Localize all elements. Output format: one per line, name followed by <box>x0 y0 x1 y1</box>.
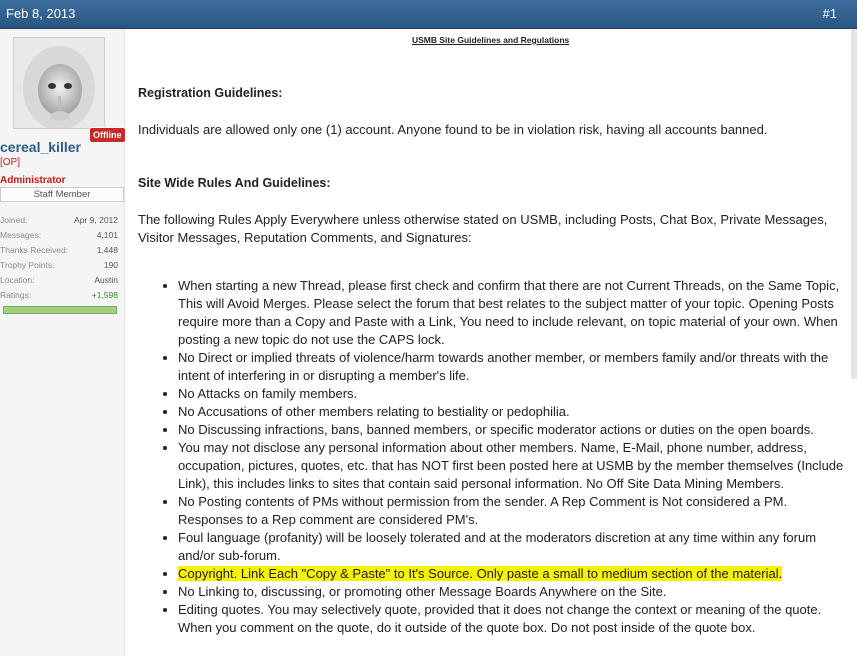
rule-item: • When starting a new Thread, please first check and confirm that there are not Current Threads, on the Same Topic, This will Avoid Merges. Please select the forum that best relates to the subject matter of your topic. Opening Posts require more than a Copy and Paste with a Link, You need to include relevant, on topic material of your own. When posting a new topic do not use the CAPS lock. <box>178 277 846 349</box>
rule-item: • Editing quotes. You may selectively quote, provided that it does not change the context or meaning of the quote. When you comment on the quote, do it outside of the quote box. Do not post inside of the quote box. <box>178 601 846 637</box>
rating-bar <box>3 306 117 314</box>
post-number-link[interactable]: #1 <box>822 6 837 21</box>
rule-item: • No Accusations of other members relating to bestiality or pedophilia. <box>178 403 846 421</box>
avatar-image <box>14 38 104 128</box>
rules-list <box>138 277 846 637</box>
rule-item: • You may not disclose any personal information about other members. Name, E-Mail, phone number, address, occupation, pictures, quotes, etc. that has NOT first been posted here at USMB by the member themselves (Include Link), this includes links to sites that contain said personal information. No Off Site Data Mining Members. <box>178 439 846 493</box>
stat-location: Location: Austin <box>0 275 118 285</box>
stat-thanks: Thanks Received: 1,448 <box>0 245 118 255</box>
avatar[interactable] <box>13 37 105 129</box>
stat-ratings: Ratings: +1,598 <box>0 290 118 300</box>
rule-item: • No Posting contents of PMs without permission from the sender. A Rep Comment is Not considered a PM. Responses to a Rep comment are considered PM's. <box>178 493 846 529</box>
rule-item: • No Attacks on family members. <box>178 385 846 403</box>
staff-badge: Staff Member <box>0 187 124 202</box>
post-title-link[interactable]: USMB Site Guidelines and Regulations <box>412 35 570 45</box>
rule-item: • No Discussing infractions, bans, banned members, or specific moderator actions or duties on the open boards. <box>178 421 846 439</box>
rule-item: • No Linking to, discussing, or promoting other Message Boards Anywhere on the Site. <box>178 583 846 601</box>
rule-item: • Foul language (profanity) will be loosely tolerated and at the moderators discretion at any time within any forum and/or sub-forum. <box>178 529 846 565</box>
post-date: Feb 8, 2013 <box>6 6 76 21</box>
username-link[interactable]: cereal_killer <box>0 139 81 155</box>
stat-joined: Joined: Apr 9, 2012 <box>0 215 118 225</box>
user-stats <box>0 213 118 303</box>
stat-messages: Messages: 4,101 <box>0 230 118 240</box>
status-badge: Offline <box>89 127 126 143</box>
site-rules-intro: The following Rules Apply Everywhere unless otherwise stated on USMB, including Posts, Chat Box, Private Messages, Visitor Messages, Reputation Comments, and Signatures: <box>138 212 828 245</box>
rule-item-copyright <box>178 565 846 583</box>
stat-trophy: Trophy Points: 190 <box>0 260 118 270</box>
post-header-bar <box>0 0 857 29</box>
site-rules-heading: Site Wide Rules And Guidelines: <box>138 176 331 190</box>
user-sidebar <box>0 29 125 656</box>
registration-heading: Registration Guidelines: <box>138 86 283 100</box>
scrollbar[interactable] <box>851 29 857 379</box>
op-tag: [OP] <box>0 157 21 168</box>
registration-text: Individuals are allowed only one (1) account. Anyone found to be in violation risk, having all accounts banned. <box>138 122 768 137</box>
rule-item: • No Direct or implied threats of violence/harm towards another member, or members family and/or threats with the intent of interfering in or disrupting a member's life. <box>178 349 846 385</box>
highlighted-text: Copyright. Link Each "Copy & Paste" to It's Source. Only paste a small to medium section of the material. <box>178 566 783 581</box>
user-role: Administrator <box>0 175 66 186</box>
